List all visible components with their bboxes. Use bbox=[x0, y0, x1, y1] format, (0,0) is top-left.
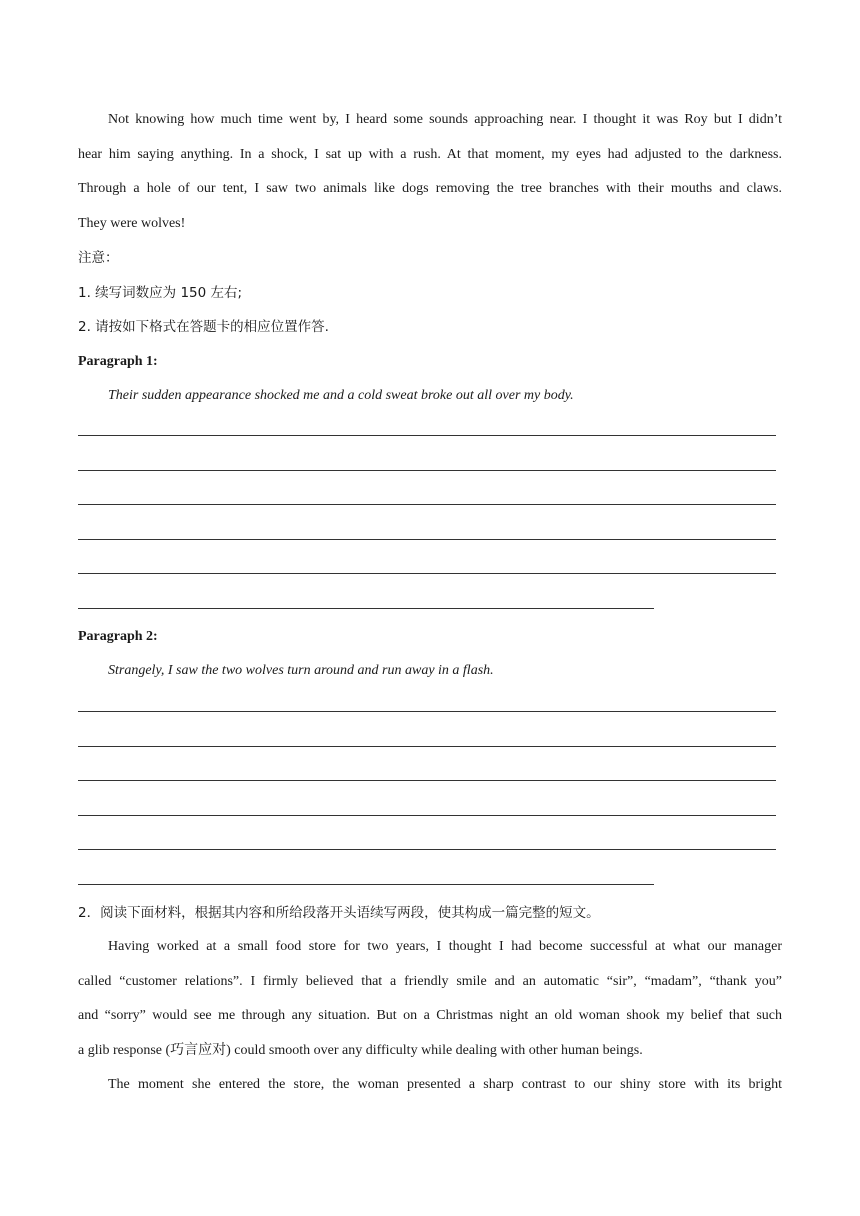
writing-line bbox=[78, 815, 776, 816]
question-2-line-1: Having worked at a small food store for two years, I thought I had become successful at what our manager bbox=[108, 939, 782, 954]
writing-line bbox=[78, 711, 776, 712]
writing-line bbox=[78, 470, 776, 471]
question-2-line-5: The moment she entered the store, the woman presented a sharp contrast to our shiny store with its bright bbox=[108, 1077, 782, 1092]
writing-line bbox=[78, 608, 654, 609]
writing-line bbox=[78, 780, 776, 781]
story-line-3: Through a hole of our tent, I saw two animals like dogs removing the tree branches with their mouths and claws. bbox=[78, 181, 782, 196]
paragraph-2-label: Paragraph 2: bbox=[78, 629, 158, 644]
question-2-instruction: 2．阅读下面材料，根据其内容和所给段落开头语续写两段，使其构成一篇完整的短文。 bbox=[78, 905, 600, 921]
paragraph-2-prompt: Strangely, I saw the two wolves turn around and run away in a flash. bbox=[108, 663, 494, 678]
notes-item-2: 2. 请按如下格式在答题卡的相应位置作答. bbox=[78, 319, 329, 335]
paragraph-1-label: Paragraph 1: bbox=[78, 354, 158, 369]
question-2-line-4: a glib response (巧言应对) could smooth over any difficulty while dealing with other human beings. bbox=[78, 1043, 643, 1058]
paragraph-1-prompt: Their sudden appearance shocked me and a cold sweat broke out all over my body. bbox=[108, 388, 574, 403]
writing-line bbox=[78, 539, 776, 540]
story-line-4: They were wolves! bbox=[78, 216, 186, 231]
story-line-1: Not knowing how much time went by, I heard some sounds approaching near. I thought it was Roy but I didn’t bbox=[108, 112, 782, 127]
writing-line bbox=[78, 746, 776, 747]
writing-line bbox=[78, 435, 776, 436]
writing-line bbox=[78, 504, 776, 505]
question-2-line-3: and “sorry” would see me through any situation. But on a Christmas night an old woman shook my belief that such bbox=[78, 1008, 782, 1023]
question-2-line-2: called “customer relations”. I firmly believed that a friendly smile and an automatic “sir”, “madam”, “thank you” bbox=[78, 974, 782, 989]
writing-line bbox=[78, 573, 776, 574]
writing-line bbox=[78, 884, 654, 885]
writing-line bbox=[78, 849, 776, 850]
story-line-2: hear him saying anything. In a shock, I sat up with a rush. At that moment, my eyes had adjusted to the darkness. bbox=[78, 147, 782, 162]
notes-item-1: 1. 续写词数应为 150 左右; bbox=[78, 285, 243, 301]
notes-heading: 注意： bbox=[78, 250, 119, 266]
